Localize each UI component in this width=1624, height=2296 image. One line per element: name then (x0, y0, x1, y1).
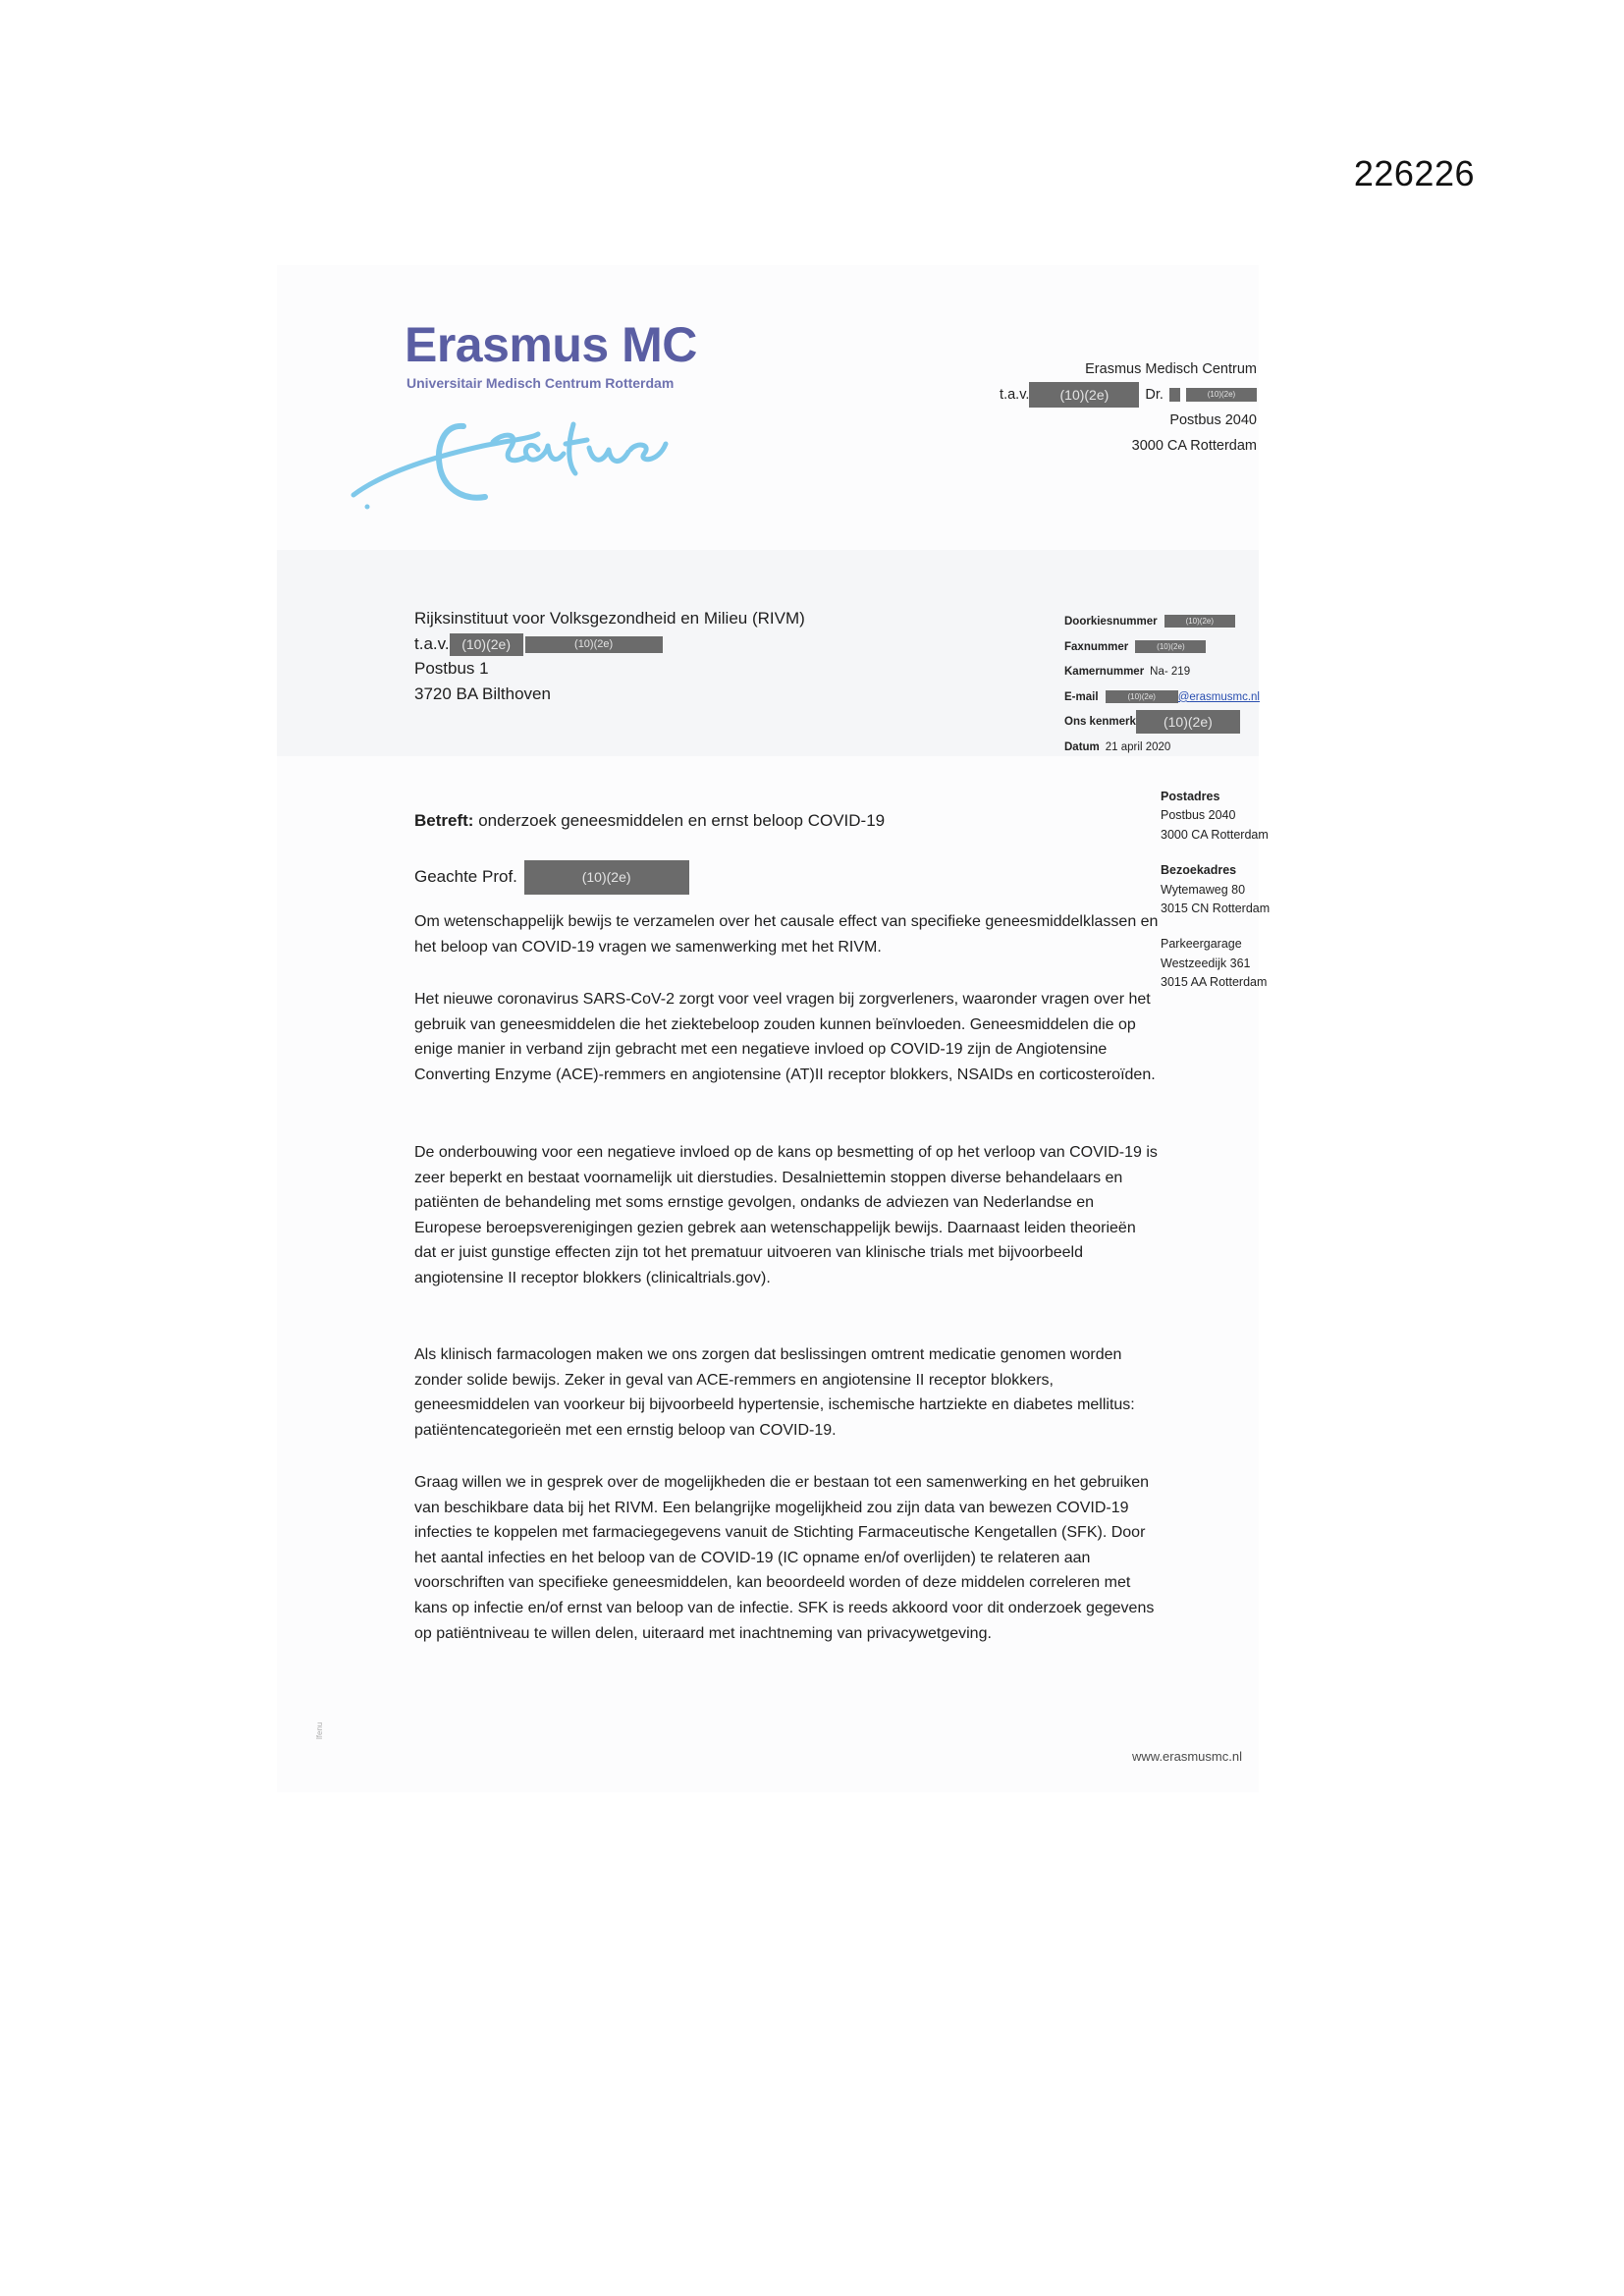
redaction-box: (10)(2e) (1106, 690, 1178, 703)
subject-text: onderzoek geneesmiddelen en ernst beloop COVID-19 (478, 811, 886, 830)
bezoekadres-group (1161, 861, 1270, 918)
addressee-block (414, 606, 805, 706)
meta-value: 21 april 2020 (1105, 741, 1171, 753)
sender-address-block (1000, 356, 1257, 459)
meta-value: Na- 219 (1150, 666, 1191, 679)
body-paragraph: De onderbouwing voor een negatieve invloed op de kans op besmetting of op het verloop van COVID-19 is zeer beperkt en bestaat voornamelijk uit dierstudies. Desalniettemin stoppen diverse behandelaars en patiënten de behandeling met soms ernstige gevolgen, ondanks de adviezen van Nederlandse en Europese beroepsverenigingen gezien gebrek aan wetenschappelijk bewijs. Daarnaast leiden theorieën dat er juist gunstige effecten zijn tot het prematuur uitvoeren van klinische trials met bijvoorbeeld angiotensine II receptor blokkers (clinicaltrials.gov). (414, 1144, 1158, 1286)
meta-label: Datum (1064, 741, 1100, 753)
subject-label: Betreft: (414, 811, 474, 830)
email-domain: @erasmusmc.nl (1177, 690, 1260, 703)
meta-faxnummer (1064, 635, 1260, 661)
subject-line (414, 811, 885, 831)
redaction-box: (10)(2e) (1186, 388, 1257, 402)
addressee-tav-label: t.a.v. (414, 633, 450, 653)
sender-title: Dr. (1145, 387, 1164, 403)
salutation (414, 860, 689, 895)
body-paragraph: Graag willen we in gesprek over de mogelijkheden die er bestaan tot een samenwerking en het gebruiken van beschikbare data bij het RIVM. Een belangrijke mogelijkheid zou zijn data van bewezen COVID-19 infecties te koppelen met farmaciegegevens vanuit de Stichting Farmaceutische Kengetallen (SFK). Door het aantal infecties en het beloop van de COVID-19 (IC opname en/of overlijden) te relateren aan voorschriften van specifieke geneesmiddelen, kan beoordeeld worden of deze middelen correleren met kans op infectie en/of ernst van beloop van de infectie. SFK is reeds akkoord voor dit onderzoek gegevens op patiëntniveau te willen delen, uiteraard met inachtneming van privacywetgeving. (414, 1474, 1155, 1642)
addressee-tav-line (414, 631, 805, 657)
redaction-box: (10)(2e) (1164, 615, 1235, 628)
redaction-box: (10)(2e) (1135, 640, 1206, 653)
redaction-box: (10)(2e) (1029, 382, 1139, 408)
sender-tav-line (1000, 382, 1257, 408)
meta-label: Kamernummer (1064, 666, 1145, 679)
redaction-box: (10)(2e) (1136, 710, 1240, 734)
meta-label: E-mail (1064, 690, 1099, 703)
sender-org: Erasmus Medisch Centrum (1085, 361, 1257, 377)
sender-city: 3000 CA Rotterdam (1131, 438, 1257, 455)
postadres-line: Postbus 2040 (1161, 808, 1236, 823)
postadres-line: 3000 CA Rotterdam (1161, 827, 1269, 842)
side-stamp: lfenu (315, 1722, 324, 1739)
sender-postbus: Postbus 2040 (1169, 412, 1257, 429)
meta-label: Doorkiesnummer (1064, 616, 1158, 628)
erasmus-signature-icon (346, 385, 679, 513)
salutation-text: Geachte Prof. (414, 866, 517, 886)
parkeergarage-line: Westzeedijk 361 (1161, 956, 1251, 970)
meta-label: Ons kenmerk (1064, 716, 1136, 729)
meta-label: Faxnummer (1064, 640, 1129, 653)
email-domain-text: erasmusmc.nl (1189, 690, 1260, 703)
addressee-city: 3720 BA Bilthoven (414, 683, 551, 703)
bezoekadres-line: Wytemaweg 80 (1161, 882, 1246, 897)
meta-ons-kenmerk (1064, 710, 1260, 736)
meta-doorkiesnummer (1064, 610, 1260, 635)
addressee-postbus: Postbus 1 (414, 659, 489, 678)
logo-subtitle: Universitair Medisch Centrum Rotterdam (406, 375, 675, 391)
address-sidebar (1161, 788, 1270, 1010)
meta-email (1064, 685, 1260, 711)
postadres-label: Postadres (1161, 790, 1220, 803)
redaction-box: (10)(2e) (524, 860, 689, 895)
parkeergarage-label: Parkeergarage (1161, 937, 1242, 952)
bezoekadres-label: Bezoekadres (1161, 863, 1237, 878)
body-paragraph: Het nieuwe coronavirus SARS-CoV-2 zorgt voor veel vragen bij zorgverleners, waaronder vragen over het gebruik van geneesmiddelen die het ziektebeloop zouden kunnen beïnvloeden. Geneesmiddelen die op enige manier in verband zijn gebracht met een negatieve invloed op COVID-19 zijn de Angiotensine Converting Enzyme (ACE)-remmers en angiotensine (AT)II receptor blokkers, NSAIDs en corticosteroïden. (414, 991, 1156, 1083)
redaction-box (1169, 388, 1180, 402)
postadres-group (1161, 788, 1270, 845)
body-paragraph: Als klinisch farmacologen maken we ons zorgen dat beslissingen omtrent medicatie genomen worden zonder solide bewijs. Zeker in geval van ACE-remmers en angiotensine II receptor blokkers, geneesmiddelen van voorkeur bij bijvoorbeeld hypertensie, ischemische hartziekte en diabetes mellitus: patiëntencategorieën met een ernstig beloop van COVID-19. (414, 1346, 1135, 1439)
sender-tav-label: t.a.v. (1000, 387, 1030, 403)
bezoekadres-line: 3015 CN Rotterdam (1161, 902, 1271, 916)
parkeergarage-group (1161, 935, 1270, 992)
reference-details (1064, 610, 1260, 761)
document-number: 226226 (1353, 153, 1475, 193)
meta-datum (1064, 736, 1260, 761)
body-paragraph: Om wetenschappelijk bewijs te verzamelen over het causale effect van specifieke geneesmiddelklassen en het beloop van COVID-19 vragen we samenwerking met het RIVM. (414, 913, 1159, 956)
footer-url: www.erasmusmc.nl (1132, 1749, 1242, 1764)
logo-name: Erasmus MC (405, 317, 697, 372)
meta-kamernummer (1064, 660, 1260, 685)
redaction-box: (10)(2e) (450, 633, 523, 656)
addressee-org: Rijksinstituut voor Volksgezondheid en Milieu (RIVM) (414, 609, 805, 628)
parkeergarage-line: 3015 AA Rotterdam (1161, 975, 1268, 990)
redaction-box: (10)(2e) (525, 636, 663, 653)
